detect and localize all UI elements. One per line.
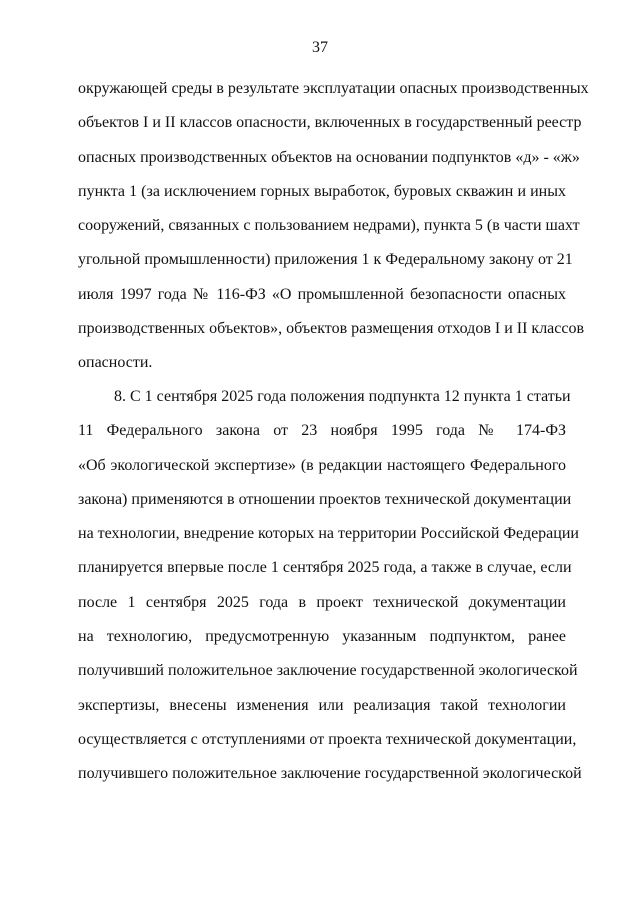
text-line: опасных производственных объектов на основании подпунктов «д» - «ж» xyxy=(78,148,580,166)
text-line: окружающей среды в результате эксплуатации опасных производственных xyxy=(78,80,589,97)
text-line: на технологии, внедрение которых на территории Российской Федерации xyxy=(78,525,579,543)
paragraph-continued xyxy=(78,72,589,381)
text-line: опасности. xyxy=(78,354,153,372)
text-line: на технологию, предусмотренную указанным подпунктом, ранее xyxy=(78,628,566,646)
text-line: 8. С 1 сентября 2025 года положения подпункта 12 пункта 1 статьи xyxy=(114,388,571,405)
text-line: осуществляется с отступлениями от проекта технической документации, xyxy=(78,730,577,748)
text-line: «Об экологической экспертизе» (в редакции настоящего Федерального xyxy=(78,456,566,474)
text-line: июля 1997 года № 116-ФЗ «О промышленной безопасности опасных xyxy=(78,285,566,303)
text-line: планируется впервые после 1 сентября 2025 года, а также в случае, если xyxy=(78,559,572,577)
text-line: пункта 1 (за исключением горных выработок, буровых скважин и иных xyxy=(78,182,566,200)
text-line: получивший положительное заключение государственной экологической xyxy=(78,662,578,680)
text-line: закона) применяются в отношении проектов технической документации xyxy=(78,490,572,508)
text-line: объектов I и II классов опасности, включенных в государственный реестр xyxy=(78,114,582,132)
text-line: производственных объектов», объектов размещения отходов I и II классов xyxy=(78,320,585,338)
text-line: 11 Федерального закона от 23 ноября 1995 года № 174-ФЗ xyxy=(78,422,566,440)
text-line: угольной промышленности) приложения 1 к Федеральному закону от 21 xyxy=(78,251,573,269)
text-line: получившего положительное заключение государственной экологической xyxy=(78,765,582,783)
page-number: 37 xyxy=(312,39,328,56)
text-line: после 1 сентября 2025 года в проект технической документации xyxy=(78,593,566,611)
paragraph-item-8 xyxy=(78,380,582,792)
text-line: сооружений, связанных с пользованием недрами), пункта 5 (в части шахт xyxy=(78,217,580,235)
text-line: экспертизы, внесены изменения или реализация такой технологии xyxy=(78,696,566,714)
